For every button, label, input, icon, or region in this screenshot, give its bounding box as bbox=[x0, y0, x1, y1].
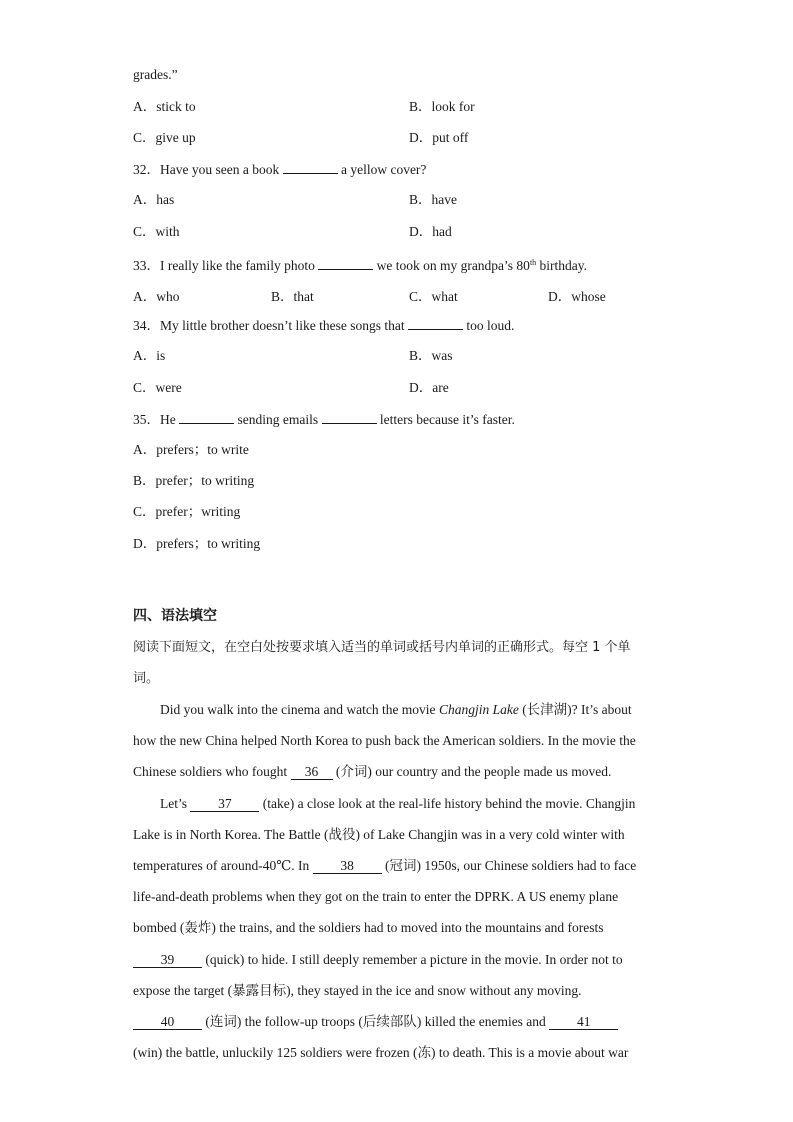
carry-over-text: grades.” bbox=[133, 67, 178, 82]
passage-text: temperatures of around-40℃. In bbox=[133, 858, 310, 873]
q34-option-b[interactable]: B．was bbox=[409, 348, 453, 363]
q35-stem bbox=[133, 410, 515, 429]
q35-option-c[interactable]: C．prefer；writing bbox=[133, 504, 241, 519]
q33-option-a[interactable]: A．who bbox=[133, 289, 180, 304]
passage-text: (长津湖)? It’s about bbox=[522, 702, 632, 717]
blank-37[interactable]: 37 bbox=[190, 796, 259, 812]
q33-number: 33． bbox=[133, 258, 160, 273]
movie-title: Changjin Lake bbox=[438, 702, 519, 717]
passage-line bbox=[160, 701, 632, 719]
q35-blank-1 bbox=[179, 410, 234, 424]
passage-line: how the new China helped North Korea to push back the American soldiers. In the movie the bbox=[133, 733, 636, 748]
blank-36[interactable]: 36 bbox=[291, 764, 333, 780]
q34-text-pre: My little brother doesn’t like these songs that bbox=[160, 318, 405, 333]
passage-text: Chinese soldiers who fought bbox=[133, 764, 288, 779]
passage-line: (win) the battle, unluckily 125 soldiers were frozen (冻) to death. This is a movie about war bbox=[133, 1045, 629, 1060]
q34-blank bbox=[408, 316, 463, 330]
q32-stem bbox=[133, 160, 426, 179]
blank-41[interactable]: 41 bbox=[549, 1014, 618, 1030]
q31-option-b[interactable]: B．look for bbox=[409, 99, 475, 114]
passage-line: life-and-death problems when they got on the train to enter the DPRK. A US enemy plane bbox=[133, 889, 619, 904]
q32-text-post: a yellow cover? bbox=[340, 162, 427, 177]
q35-text-post: letters because it’s faster. bbox=[379, 412, 515, 427]
blank-40[interactable]: 40 bbox=[133, 1014, 202, 1030]
q32-blank bbox=[283, 160, 338, 174]
q35-text-mid: sending emails bbox=[237, 412, 319, 427]
section-instructions-line2: 词。 bbox=[133, 671, 160, 686]
passage-line: expose the target (暴露目标), they stayed in the ice and snow without any moving. bbox=[133, 983, 582, 998]
q33-text-post: birthday. bbox=[539, 258, 588, 273]
q33-superscript: th bbox=[529, 258, 537, 267]
q32-option-d[interactable]: D．had bbox=[409, 224, 452, 239]
q35-option-a[interactable]: A．prefers；to write bbox=[133, 442, 249, 457]
q34-text-post: too loud. bbox=[466, 318, 515, 333]
blank-38[interactable]: 38 bbox=[313, 858, 382, 874]
passage-text: Let’s bbox=[160, 796, 187, 811]
passage-line bbox=[133, 763, 611, 781]
q34-option-a[interactable]: A．is bbox=[133, 348, 166, 363]
q31-option-c[interactable]: C．give up bbox=[133, 130, 196, 145]
q31-option-a[interactable]: A．stick to bbox=[133, 99, 196, 114]
q33-stem bbox=[133, 254, 587, 275]
q32-option-a[interactable]: A．has bbox=[133, 192, 175, 207]
q33-option-c[interactable]: C．what bbox=[409, 289, 458, 304]
q34-stem bbox=[133, 316, 514, 335]
section-title: 四、语法填空 bbox=[133, 608, 217, 624]
passage-text: (冠词) 1950s, our Chinese soldiers had to face bbox=[385, 858, 637, 873]
q31-option-d[interactable]: D．put off bbox=[409, 130, 469, 145]
passage-line bbox=[133, 1013, 618, 1031]
passage-text: (quick) to hide. I still deeply remember a picture in the movie. In order not to bbox=[205, 952, 623, 967]
q34-number: 34． bbox=[133, 318, 160, 333]
passage-text: (连词) the follow-up troops (后续部队) killed the enemies and bbox=[205, 1014, 546, 1029]
q34-option-d[interactable]: D．are bbox=[409, 380, 449, 395]
section-instructions-line1: 阅读下面短文，在空白处按要求填入适当的单词或括号内单词的正确形式。每空 1 个单 bbox=[133, 640, 631, 655]
q33-blank bbox=[318, 256, 373, 270]
q33-text-mid: we took on my grandpa’s 80 bbox=[376, 258, 530, 273]
q33-option-d[interactable]: D．whose bbox=[548, 289, 606, 304]
passage-line bbox=[133, 857, 636, 875]
q33-option-b[interactable]: B．that bbox=[271, 289, 314, 304]
q34-option-c[interactable]: C．were bbox=[133, 380, 182, 395]
q35-option-d[interactable]: D．prefers；to writing bbox=[133, 536, 261, 551]
passage-text: (介词) our country and the people made us moved. bbox=[335, 764, 612, 779]
q32-option-b[interactable]: B．have bbox=[409, 192, 457, 207]
q35-number: 35． bbox=[133, 412, 160, 427]
q33-text-pre: I really like the family photo bbox=[160, 258, 315, 273]
passage-text: (take) a close look at the real-life history behind the movie. Changjin bbox=[262, 796, 636, 811]
passage-line: bombed (轰炸) the trains, and the soldiers had to moved into the mountains and forests bbox=[133, 920, 604, 935]
passage-line bbox=[133, 951, 623, 969]
passage-text: Did you walk into the cinema and watch the movie bbox=[160, 702, 436, 717]
passage-line: Lake is in North Korea. The Battle (战役) of Lake Changjin was in a very cold winter with bbox=[133, 827, 625, 842]
q35-text-pre: He bbox=[160, 412, 176, 427]
blank-39[interactable]: 39 bbox=[133, 952, 202, 968]
q32-option-c[interactable]: C．with bbox=[133, 224, 180, 239]
q32-number: 32． bbox=[133, 162, 160, 177]
q32-text-pre: Have you seen a book bbox=[160, 162, 280, 177]
passage-line bbox=[160, 795, 635, 813]
q35-option-b[interactable]: B．prefer；to writing bbox=[133, 473, 255, 488]
q35-blank-2 bbox=[322, 410, 377, 424]
